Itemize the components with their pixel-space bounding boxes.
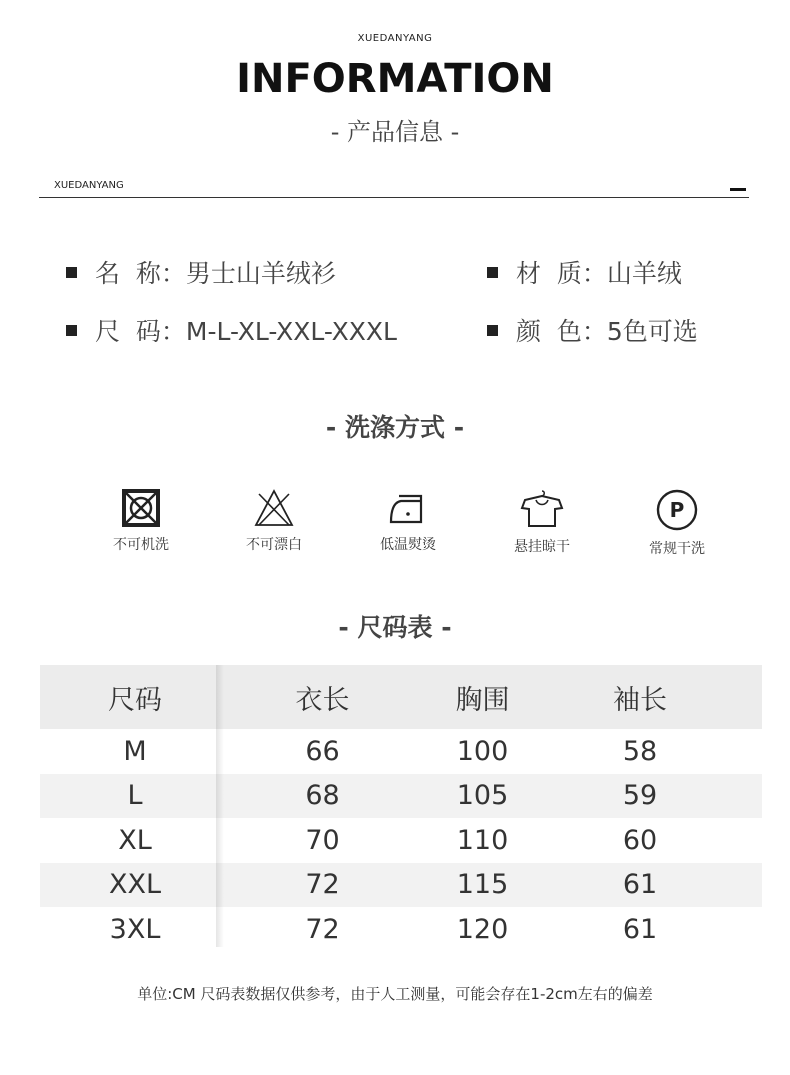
- table-cell: 61: [622, 913, 658, 945]
- no-bleach-icon: [253, 488, 295, 528]
- table-cell: 61: [622, 869, 658, 901]
- table-row: [40, 818, 762, 863]
- brand-top: XUEDANYANG: [357, 33, 433, 44]
- info-size-text: 尺 码：M-L-XL-XXL-XXXL: [95, 317, 397, 346]
- care-label: 常规干洗: [649, 541, 705, 557]
- care-item-hang-dry: [482, 488, 602, 556]
- care-label: 不可漂白: [246, 537, 302, 553]
- table-cell: 72: [305, 869, 340, 901]
- table-cell: 110: [456, 824, 509, 856]
- bullet-square: [66, 267, 77, 278]
- table-cell: 120: [456, 913, 509, 945]
- info-color-text: 颜 色：5色可选: [516, 317, 698, 346]
- table-cell: 105: [456, 780, 509, 812]
- table-row: [40, 907, 762, 952]
- brand-line-label: XUEDANYANG: [54, 180, 124, 191]
- table-header-cell: 尺码: [108, 684, 162, 716]
- info-name-text: 名 称：男士山羊绒衫: [95, 259, 336, 288]
- table-cell: 70: [305, 824, 340, 856]
- care-label: 不可机洗: [113, 537, 169, 553]
- table-cell: L: [127, 780, 143, 812]
- table-cell: 60: [622, 824, 658, 856]
- table-cell: 59: [622, 780, 658, 812]
- care-label: 悬挂晾干: [514, 539, 570, 555]
- hang-dry-icon: [519, 488, 565, 530]
- table-cell: 66: [305, 735, 340, 767]
- table-cell: 3XL: [109, 913, 161, 945]
- table-cell: XXL: [108, 869, 162, 901]
- size-table: [40, 665, 762, 952]
- table-cell: M: [123, 735, 147, 767]
- care-item-low-iron: [348, 488, 468, 554]
- divider-rule: [39, 197, 749, 198]
- care-item-dry-clean: [617, 488, 737, 558]
- care-heading: - 洗涤方式 -: [325, 413, 465, 442]
- info-name: [66, 254, 336, 290]
- table-cell: XL: [118, 824, 152, 856]
- no-machine-wash-icon: [121, 488, 161, 528]
- table-header-row: [40, 665, 762, 729]
- page-subtitle: - 产品信息 -: [330, 118, 460, 146]
- table-cell: 72: [305, 913, 340, 945]
- table-header-cell: 衣长: [295, 684, 350, 716]
- care-item-no-machine-wash: [81, 488, 201, 554]
- info-material-text: 材 质：山羊绒: [516, 259, 682, 288]
- bullet-square: [487, 267, 498, 278]
- column-shadow: [216, 665, 224, 947]
- table-cell: 115: [456, 869, 509, 901]
- dry-clean-icon: [655, 488, 699, 532]
- table-row: [40, 774, 762, 819]
- table-cell: 100: [456, 735, 509, 767]
- table-header-cell: 袖长: [613, 684, 667, 716]
- care-item-no-bleach: [214, 488, 334, 554]
- care-label: 低温熨烫: [380, 537, 436, 553]
- size-chart-heading: - 尺码表 -: [338, 613, 452, 642]
- bullet-square: [487, 325, 498, 336]
- table-row: [40, 729, 762, 774]
- table-header-cell: 胸围: [455, 684, 510, 716]
- info-color: [487, 312, 698, 348]
- info-material: [487, 254, 682, 290]
- table-cell: 58: [622, 735, 658, 767]
- low-iron-icon: [387, 488, 429, 528]
- info-size: [66, 312, 397, 348]
- table-cell: 68: [305, 780, 340, 812]
- divider-dash: [730, 188, 746, 191]
- svg-text:P: P: [669, 498, 685, 522]
- bullet-square: [66, 325, 77, 336]
- page-title: INFORMATION: [236, 56, 554, 102]
- table-row: [40, 863, 762, 908]
- size-chart-note: 单位:CM 尺码表数据仅供参考，由于人工测量，可能会存在1-2cm左右的偏差: [137, 985, 653, 1003]
